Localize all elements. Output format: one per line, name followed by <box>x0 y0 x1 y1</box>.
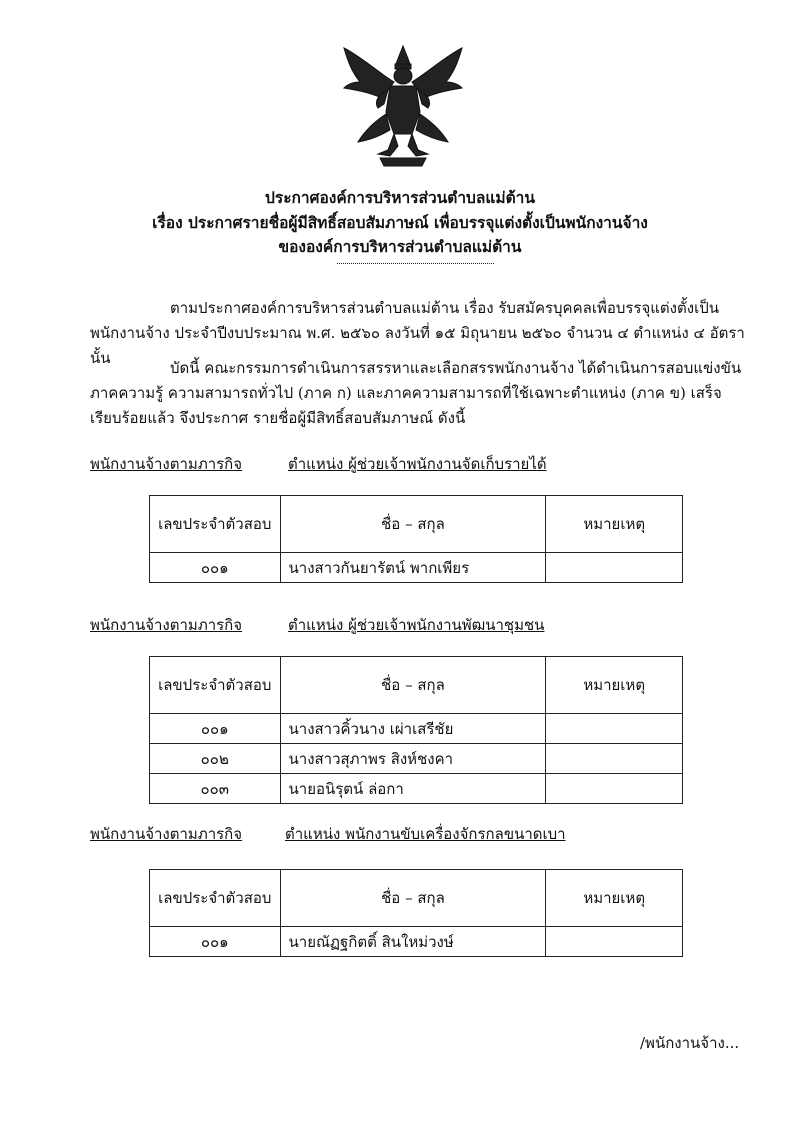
column-header-code: เลขประจำตัวสอบ <box>150 657 281 714</box>
exam-id: ๐๐๓ <box>150 774 281 804</box>
section-type: พนักงานจ้างตามภารกิจ <box>90 455 243 473</box>
section-type: พนักงานจ้างตามภารกิจ <box>90 616 243 634</box>
candidate-table <box>149 495 683 583</box>
table-row <box>150 927 683 957</box>
garuda-emblem-icon <box>338 42 468 170</box>
exam-id: ๐๐๑ <box>150 927 281 957</box>
column-header-name: ชื่อ – สกุล <box>280 870 546 927</box>
candidate-name: นางสาวคิ้วนาง เผ่าเสรีชัย <box>280 714 546 744</box>
note-cell <box>546 553 683 583</box>
dotted-divider <box>337 263 494 264</box>
paragraph-result: บัดนี้ คณะกรรมการดำเนินการสรรหาและเลือกสรรพนักงานจ้าง ได้ดำเนินการสอบแข่งขันภาคความรู้ ความสามารถทั่วไป (ภาค ก) และภาคความสามารถที่ใช้เฉพาะตำแหน่ง (ภาค ข) เสร็จเรียบร้อยแล้ว จึงประกาศ รายชื่อผู้มีสิทธิ์สอบสัมภาษณ์ ดังนี้ <box>90 359 742 427</box>
candidate-name: นายณัฏฐกิตติ์ สินใหม่วงษ์ <box>280 927 546 957</box>
candidate-table <box>149 656 683 804</box>
paragraph-intro: ตามประกาศองค์การบริหารส่วนตำบลแม่ต้าน เรื่อง รับสมัครบุคคลเพื่อบรรจุแต่งตั้งเป็นพนักงานจ้าง ประจำปีงบประมาณ พ.ศ. ๒๕๖๐ ลงวันที่ ๑๕ มิถุนายน ๒๕๖๐ จำนวน ๔ ตำแหน่ง ๔ อัตรา นั้น <box>90 299 745 367</box>
announcement-org: ขององค์การบริหารส่วนตำบลแม่ต้าน <box>278 237 522 256</box>
table-header-row <box>150 870 683 927</box>
exam-id: ๐๐๒ <box>150 744 281 774</box>
section-position: ตำแหน่ง ผู้ช่วยเจ้าพนักงานพัฒนาชุมชน <box>288 616 545 634</box>
section-type: พนักงานจ้างตามภารกิจ <box>90 825 243 843</box>
note-cell <box>546 744 683 774</box>
section-position: ตำแหน่ง ผู้ช่วยเจ้าพนักงานจัดเก็บรายได้ <box>288 455 547 473</box>
note-cell <box>546 774 683 804</box>
table-row <box>150 553 683 583</box>
column-header-name: ชื่อ – สกุล <box>280 657 546 714</box>
table-row <box>150 714 683 744</box>
column-header-note: หมายเหตุ <box>546 657 683 714</box>
column-header-code: เลขประจำตัวสอบ <box>150 496 281 553</box>
column-header-code: เลขประจำตัวสอบ <box>150 870 281 927</box>
note-cell <box>546 927 683 957</box>
candidate-name: นางสาวสุภาพร สิงห์ชงคา <box>280 744 546 774</box>
announcement-title: ประกาศองค์การบริหารส่วนตำบลแม่ต้าน <box>265 188 535 207</box>
table-header-row <box>150 496 683 553</box>
announcement-subject: เรื่อง ประกาศรายชื่อผู้มีสิทธิ์สอบสัมภาษณ์ เพื่อบรรจุแต่งตั้งเป็นพนักงานจ้าง <box>152 213 648 232</box>
table-row <box>150 744 683 774</box>
table-header-row <box>150 657 683 714</box>
candidate-table <box>149 869 683 957</box>
candidate-name: นางสาวกันยารัตน์ พากเพียร <box>280 553 546 583</box>
exam-id: ๐๐๑ <box>150 714 281 744</box>
section-position: ตำแหน่ง พนักงานขับเครื่องจักรกลขนาดเบา <box>285 825 566 843</box>
table-row <box>150 774 683 804</box>
column-header-note: หมายเหตุ <box>546 870 683 927</box>
continuation-note: /พนักงานจ้าง... <box>640 1034 740 1052</box>
column-header-name: ชื่อ – สกุล <box>280 496 546 553</box>
note-cell <box>546 714 683 744</box>
exam-id: ๐๐๑ <box>150 553 281 583</box>
column-header-note: หมายเหตุ <box>546 496 683 553</box>
candidate-name: นายอนิรุตน์ ล่อกา <box>280 774 546 804</box>
